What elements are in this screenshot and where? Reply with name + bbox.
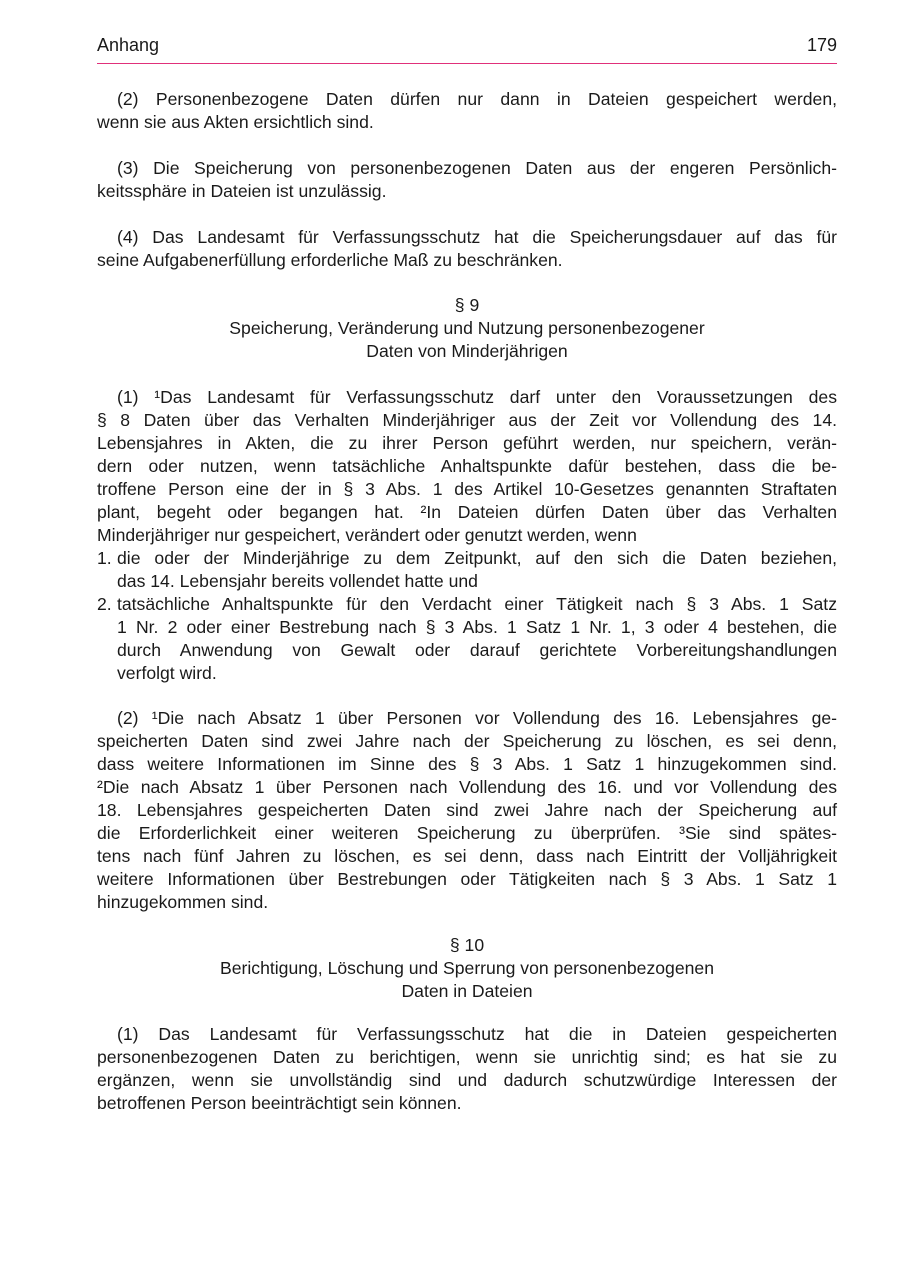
section-title: Daten in Dateien [401,981,533,1001]
text-line: 1 Nr. 2 oder einer Bestrebung nach § 3 Abs. 1 Satz 1 Nr. 1, 3 oder 4 bestehen, die [117,617,837,637]
header-section: Anhang [97,35,160,55]
text-line: (1) ¹Das Landesamt für Verfassungsschutz darf unter den Voraussetzungen des [117,387,837,407]
text-line: das 14. Lebensjahr bereits vollendet hatte und [117,571,478,591]
text-line: betroffenen Person beeinträchtigt sein können. [97,1093,462,1113]
text-line: die oder der Minderjährige zu dem Zeitpunkt, auf den sich die Daten beziehen, [117,548,837,568]
list-item [97,593,837,685]
section-number: § 10 [449,935,485,955]
text-line: dern oder nutzen, wenn tatsächliche Anhaltspunkte dafür bestehen, dass die be- [97,456,837,476]
page-number: 179 [806,35,837,55]
list-number: 1. [97,548,112,568]
text-line: ²Die nach Absatz 1 über Personen nach Vollendung des 16. und vor Vollendung des [97,777,837,797]
section-title: Speicherung, Veränderung und Nutzung personenbezogener [229,318,705,338]
paragraph-8-4 [97,226,837,272]
text-line: personenbezogenen Daten zu berichtigen, wenn sie unrichtig sind; es hat sie zu [97,1047,837,1067]
paragraph-9-1 [97,386,837,685]
text-line: tatsächliche Anhaltspunkte für den Verdacht einer Tätigkeit nach § 3 Abs. 1 Satz [117,594,837,614]
section-number: § 9 [454,295,480,315]
text-line: § 8 Daten über das Verhalten Minderjähriger aus der Zeit vor Vollendung des 14. [97,410,837,430]
text-line: verfolgt wird. [117,663,217,683]
text-line: dass weitere Informationen im Sinne des § 3 Abs. 1 Satz 1 hinzugekommen sind. [97,754,837,774]
text-line: 18. Lebensjahres gespeicherten Daten sind zwei Jahre nach der Speicherung auf [97,800,837,820]
paragraph-9-2 [97,707,837,914]
text-line: Minderjähriger nur gespeichert, verändert oder genutzt werden, wenn [97,525,637,545]
text-line: weitere Informationen über Bestrebungen oder Tätigkeiten nach § 3 Abs. 1 Satz 1 [97,869,837,889]
text-line: ergänzen, wenn sie unvollständig sind und dadurch schutzwürdige Interessen der [97,1070,837,1090]
section-10-heading [97,934,837,1003]
section-title: Berichtigung, Löschung und Sperrung von personenbezogenen [220,958,714,978]
running-header [97,35,837,64]
text-line: tens nach fünf Jahren zu löschen, es sei denn, dass nach Eintritt der Volljährigkeit [97,846,837,866]
text-line: durch Anwendung von Gewalt oder darauf gerichtete Vorbereitungshandlungen [117,640,837,660]
paragraph-8-2 [97,88,837,134]
text-line: hinzugekommen sind. [97,892,269,912]
text-line: die Erforderlichkeit einer weiteren Speicherung zu überprüfen. ³Sie sind spätes- [97,823,837,843]
text-line: seine Aufgabenerfüllung erforderliche Maß zu beschränken. [97,250,563,270]
text-line: troffene Person eine der in § 3 Abs. 1 des Artikel 10-Gesetzes genannten Straftaten [97,479,837,499]
text-line: speicherten Daten sind zwei Jahre nach der Speicherung zu löschen, es sei denn, [97,731,837,751]
section-title: Daten von Minderjährigen [366,341,568,361]
paragraph-8-3 [97,157,837,203]
paragraph-10-1 [97,1023,837,1115]
text-line: wenn sie aus Akten ersichtlich sind. [97,112,374,132]
text-line: (3) Die Speicherung von personenbezogenen Daten aus der engeren Persönlich- [117,158,837,178]
text-line: keitssphäre in Dateien ist unzulässig. [97,181,387,201]
text-line: (4) Das Landesamt für Verfassungsschutz hat die Speicherungsdauer auf das für [117,227,837,247]
text-line: (2) ¹Die nach Absatz 1 über Personen vor Vollendung des 16. Lebensjahres ge- [117,708,837,728]
text-line: (2) Personenbezogene Daten dürfen nur dann in Dateien gespeichert werden, [117,89,837,109]
list-item [97,547,837,593]
section-9-heading [97,294,837,363]
list-number: 2. [97,594,112,614]
text-line: (1) Das Landesamt für Verfassungsschutz hat die in Dateien gespeicherten [117,1024,837,1044]
text-line: Lebensjahres in Akten, die zu ihrer Person geführt werden, nur speichern, verän- [97,433,837,453]
text-line: plant, begeht oder begangen hat. ²In Dateien dürfen Daten über das Verhalten [97,502,837,522]
